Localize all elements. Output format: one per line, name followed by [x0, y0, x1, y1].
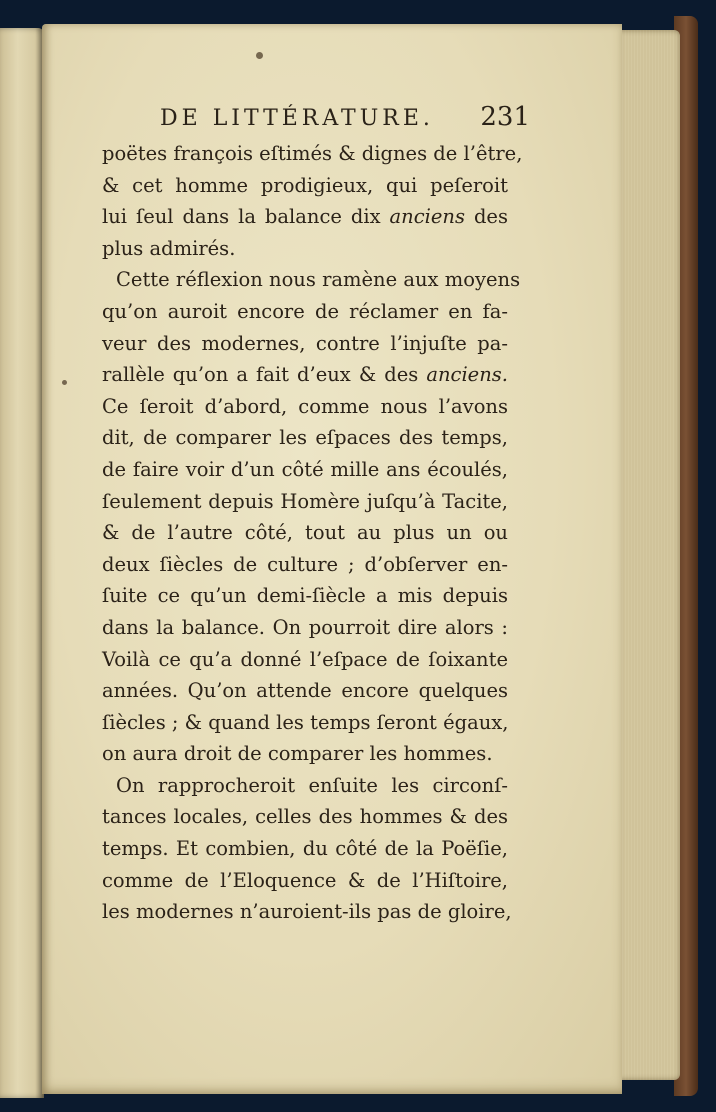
- body-text: [102, 138, 523, 928]
- text-line: temps. Et combien, du côté de la Poëſie,: [102, 837, 508, 861]
- italic-word: anciens.: [426, 363, 508, 387]
- page-number: 231: [480, 102, 530, 132]
- page-stack-edge: [618, 30, 680, 1080]
- running-title: DE LITTÉRATURE.: [160, 106, 434, 131]
- text-line: comme de l’Eloquence & de l’Hiſtoire,: [102, 868, 508, 892]
- text-line: qu’on auroit encore de réclamer en fa-: [102, 299, 508, 323]
- text-line: dit, de comparer les eſpaces des temps,: [102, 426, 508, 450]
- text-line: Ce ſeroit d’abord, comme nous l’avons: [102, 394, 508, 418]
- text-line: Voilà ce qu’a donné l’eſpace de ſoixante: [102, 647, 508, 671]
- text-line: on aura droit de comparer les hommes.: [102, 742, 493, 766]
- ink-speck: [62, 380, 67, 385]
- text-line: veur des modernes, contre l’injuſte pa-: [102, 331, 508, 355]
- running-header: [90, 102, 530, 142]
- text-line: tances locales, celles des hommes & des: [102, 805, 508, 829]
- text-line: ſuite ce qu’un demi-ſiècle a mis depuis: [102, 584, 508, 608]
- text-line: années. Qu’on attende encore quelques: [102, 679, 508, 703]
- paragraph-start-line: On rapprocheroit enſuite les circonſ-: [116, 773, 508, 797]
- text-line: les modernes n’auroient-ils pas de gloire,: [102, 900, 512, 924]
- text-line: plus admirés.: [102, 236, 236, 260]
- text-line: ſiècles ; & quand les temps ſeront égaux,: [102, 710, 509, 734]
- text-segment: des: [473, 205, 508, 229]
- text-line: & cet homme prodigieux, qui peſeroit: [102, 173, 508, 197]
- text-line: [102, 359, 508, 391]
- text-line: [102, 201, 508, 233]
- text-line: de faire voir d’un côté mille ans écoulés,: [102, 457, 508, 481]
- text-line: poëtes françois eſtimés & dignes de l’être,: [102, 142, 523, 165]
- text-line: ſeulement depuis Homère juſqu’à Tacite,: [102, 489, 508, 513]
- paragraph-start-line: Cette réflexion nous ramène aux moyens: [116, 268, 521, 292]
- facing-page-edge: [0, 28, 44, 1098]
- text-segment: rallèle qu’on a fait d’eux & des: [102, 363, 419, 387]
- ink-speck: [256, 52, 263, 59]
- italic-word: anciens: [389, 205, 465, 229]
- text-line: deux ſiècles de culture ; d’obſerver en-: [102, 552, 508, 576]
- text-line: dans la balance. On pourroit dire alors :: [102, 615, 508, 639]
- text-segment: lui ſeul dans la balance dix: [102, 205, 381, 229]
- text-line: & de l’autre côté, tout au plus un ou: [102, 521, 508, 545]
